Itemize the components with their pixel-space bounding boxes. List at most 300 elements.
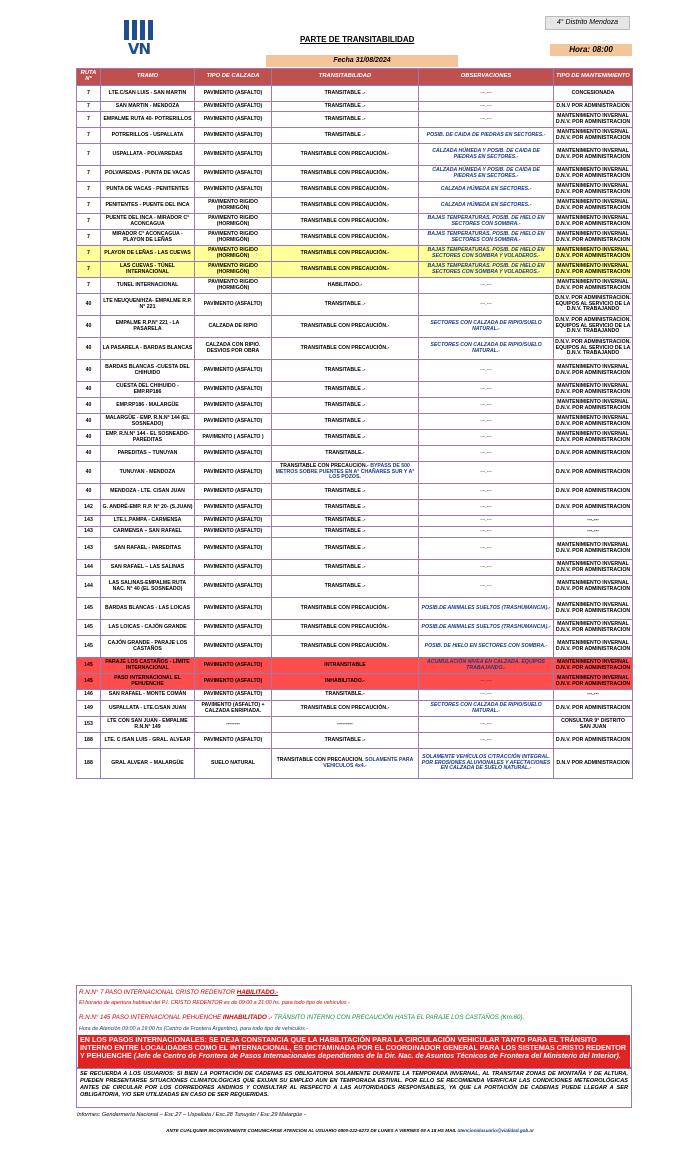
- cell-tramo: [101, 690, 195, 701]
- cell-calzada-text: PAVIMENTO (ASFALTO): [203, 582, 263, 589]
- report-hour: Hora: 08:00: [550, 44, 632, 56]
- cell-ruta: [77, 278, 101, 294]
- cell-observaciones-text: ---.---: [480, 385, 492, 392]
- cell-transitabilidad-text: TRANSITABLE CON PRECAUCIÓN.-: [300, 704, 390, 711]
- pass-notes: [76, 985, 632, 1068]
- cell-tramo: [101, 316, 195, 338]
- table-row: [77, 198, 633, 214]
- cell-observaciones-text: ---.---: [480, 487, 492, 494]
- cell-observaciones: [419, 749, 554, 779]
- cell-tramo-text: SAN RAFAEL – LAS SALINAS: [110, 563, 185, 570]
- cell-calzada: [195, 446, 272, 462]
- cell-observaciones-text: ---.---: [480, 468, 492, 475]
- cell-tramo-text: EMP.RP186 - MALARGÜE: [116, 401, 179, 408]
- cell-transitabilidad-text: TRANSITABLE .-: [324, 89, 366, 96]
- cell-mantenimiento-text: MANTENIMIENTO INVERNAL D.N.V. POR ADMINISTRACION: [555, 541, 631, 554]
- cell-mantenimiento: [554, 382, 633, 398]
- cell-transitabilidad: [272, 538, 419, 560]
- cell-observaciones-text: ---.---: [480, 433, 492, 440]
- cell-ruta: [77, 316, 101, 338]
- cell-ruta: [77, 462, 101, 484]
- cell-tramo: [101, 230, 195, 246]
- cell-calzada-text: PAVIMENTO (ASFALTO): [203, 691, 263, 698]
- cell-tramo: [101, 636, 195, 658]
- cell-calzada: [195, 598, 272, 620]
- cell-tramo-text: LA PASARELA - BARDAS BLANCAS: [102, 344, 193, 351]
- cell-mantenimiento-text: MANTENIMIENTO INVERNAL D.N.V. POR ADMINISTRACION: [555, 166, 631, 179]
- cell-calzada: [195, 462, 272, 484]
- table-row: [77, 701, 633, 717]
- cell-mantenimiento: [554, 198, 633, 214]
- cell-mantenimiento: [554, 102, 633, 112]
- cell-ruta: [77, 182, 101, 198]
- cell-tramo: [101, 620, 195, 636]
- col-header-mantenimiento: TIPO DE MANTENIMIENTO: [554, 69, 633, 86]
- cell-mantenimiento-text: MANTENIMIENTO INVERNAL D.N.V. POR ADMINISTRACION: [555, 182, 631, 195]
- cell-ruta-text: 40: [85, 468, 92, 475]
- cell-transitabilidad: [272, 112, 419, 128]
- cell-ruta-text: 7: [87, 249, 90, 256]
- cell-calzada-text: PAVIMENTO (ASFALTO): [203, 563, 263, 570]
- cell-mantenimiento-text: MANTENIMIENTO INVERNAL D.N.V. POR ADMINISTRACION: [555, 382, 631, 395]
- cell-observaciones-text: POSIB.DE ANIMALES SUELTOS (TRASHUMANCIA).-: [421, 623, 551, 630]
- cell-calzada-text: PAVIMENTO (ASFALTO): [203, 642, 263, 649]
- cell-ruta: [77, 516, 101, 527]
- cell-observaciones-text: BAJAS TEMPERATURAS. POSIB. DE HIELO EN SECTORES CON SOMBRA.-: [427, 214, 545, 227]
- cell-observaciones: [419, 462, 554, 484]
- cell-transitabilidad: [272, 500, 419, 516]
- cell-transitabilidad: [272, 516, 419, 527]
- cell-mantenimiento: [554, 500, 633, 516]
- cell-mantenimiento-text: MANTENIMIENTO INVERNAL D.N.V. POR ADMINISTRACION: [555, 214, 631, 227]
- cell-observaciones: [419, 516, 554, 527]
- cell-observaciones: [419, 414, 554, 430]
- table-row: [77, 262, 633, 278]
- cell-transitabilidad: [272, 262, 419, 278]
- cell-tramo-text: PASO INTERNACIONAL EL PEHUENCHE: [114, 674, 181, 687]
- cell-calzada-text: PAVIMENTO RIGIDO (HORMIGÓN): [208, 214, 258, 227]
- cell-transitabilidad: [272, 102, 419, 112]
- cell-ruta: [77, 112, 101, 128]
- cell-calzada-text: PAVIMENTO (ASFALTO): [203, 401, 263, 408]
- cell-transitabilidad: [272, 230, 419, 246]
- cell-tramo: [101, 527, 195, 538]
- cell-calzada-text: PAVIMENTO (ASFALTO): [203, 468, 263, 475]
- cell-mantenimiento: [554, 144, 633, 166]
- cell-ruta: [77, 484, 101, 500]
- cell-transitabilidad: [272, 382, 419, 398]
- cell-tramo-text: SAN MARTIN - MENDOZA: [115, 102, 180, 109]
- cell-transitabilidad-text: TRANSITABLE .-: [324, 385, 366, 392]
- cell-mantenimiento: [554, 262, 633, 278]
- cell-ruta-text: 188: [84, 759, 93, 766]
- table-row: [77, 462, 633, 484]
- cell-tramo-text: LTE CON SAN JUAN - EMPALME R.N.N° 149: [107, 717, 188, 730]
- cell-ruta-text: 40: [85, 344, 92, 351]
- cell-tramo: [101, 112, 195, 128]
- cell-calzada: [195, 128, 272, 144]
- cell-mantenimiento: [554, 230, 633, 246]
- cell-ruta-text: 40: [85, 366, 92, 373]
- cell-transitabilidad-text: TRANSITABLE .-: [324, 487, 366, 494]
- cell-calzada-text: PAVIMENTO (ASFALTO): [203, 604, 263, 611]
- transitabilidad-extra: BYPASS DE 500 METROS SOBRE PUENTES EN A° CHAÑARES SUR Y A° LOS POZOS.: [275, 462, 415, 481]
- cell-transitabilidad: [272, 360, 419, 382]
- cell-mantenimiento: [554, 749, 633, 779]
- cell-ruta-text: 40: [85, 401, 92, 408]
- cell-mantenimiento: [554, 538, 633, 560]
- table-row: [77, 278, 633, 294]
- cell-transitabilidad: [272, 598, 419, 620]
- cell-ruta-text: 40: [85, 417, 92, 424]
- cell-observaciones: [419, 144, 554, 166]
- cell-calzada: [195, 214, 272, 230]
- cell-transitabilidad-text: ---------: [337, 720, 353, 727]
- cell-tramo-text: G. ANDRÉ-EMP. R.P. N° 20- (S.JUAN): [102, 503, 193, 510]
- cell-transitabilidad: [272, 214, 419, 230]
- cell-mantenimiento: [554, 636, 633, 658]
- table-row: [77, 749, 633, 779]
- cell-mantenimiento-text: MANTENIMIENTO INVERNAL D.N.V. POR ADMINISTRACION: [555, 112, 631, 125]
- col-header-transitabilidad: TRANSITABILIDAD: [272, 69, 419, 86]
- table-row: [77, 690, 633, 701]
- cell-tramo-text: POLVAREDAS - PUNTA DE VACAS: [104, 169, 191, 176]
- cell-mantenimiento: [554, 733, 633, 749]
- cell-mantenimiento-text: MANTENIMIENTO INVERNAL D.N.V. POR ADMINISTRACION: [555, 579, 631, 592]
- cell-observaciones-text: ---.---: [480, 544, 492, 551]
- cell-mantenimiento-text: D.N.V. POR ADMINISTRACION. EQUIPOS AL SERVICIO DE LA D.N.V. TRABAJANDO: [555, 316, 631, 335]
- cell-tramo: [101, 430, 195, 446]
- cell-mantenimiento-text: ---.---: [587, 517, 599, 524]
- cell-ruta-text: 40: [85, 385, 92, 392]
- pehuenche-prefix: R.N.N° 145 PASO INTERNACIONAL PEHUENCHE: [79, 1014, 222, 1021]
- cell-observaciones: [419, 717, 554, 733]
- cell-mantenimiento: [554, 360, 633, 382]
- cell-transitabilidad: [272, 430, 419, 446]
- cell-transitabilidad-text: TRANSITABLE CON PRECAUCIÓN.-: [300, 344, 390, 351]
- cell-mantenimiento-text: D.N.V POR ADMINISTRACION: [556, 759, 630, 766]
- cell-mantenimiento-text: MANTENIMIENTO INVERNAL D.N.V. POR ADMINISTRACION: [555, 147, 631, 160]
- cell-transitabilidad-text: TRANSITABLE CON PRECAUCIÓN.-: [300, 249, 390, 256]
- cell-transitabilidad-text: TRANSITABLE .-: [324, 528, 366, 535]
- cell-mantenimiento: [554, 338, 633, 360]
- cell-mantenimiento-text: D.N.V. POR ADMINISTRACION: [555, 736, 631, 743]
- cell-observaciones-text: POSIB. DE HIELO EN SECTORES CON SOMBRA.-: [424, 642, 548, 649]
- table-row: [77, 102, 633, 112]
- table-row: [77, 338, 633, 360]
- table-row: [77, 620, 633, 636]
- cell-tramo-text: CARMENSA – SAN RAFAEL: [113, 528, 182, 535]
- cell-ruta-text: 145: [84, 642, 93, 649]
- cell-transitabilidad-text: TRANSITABLE CON PRECAUCIÓN.-: [300, 233, 390, 240]
- cell-mantenimiento: [554, 278, 633, 294]
- cell-tramo: [101, 246, 195, 262]
- cell-mantenimiento-text: D.N.V. POR ADMINISTRACION. EQUIPOS AL SERVICIO DE LA D.N.V. TRABAJANDO: [555, 294, 631, 313]
- table-row: [77, 112, 633, 128]
- cell-mantenimiento: [554, 717, 633, 733]
- cell-tramo-text: GRAL ALVEAR – MALARGÜE: [111, 759, 184, 766]
- cell-calzada: [195, 278, 272, 294]
- cell-calzada: [195, 658, 272, 674]
- cell-mantenimiento: [554, 182, 633, 198]
- cell-ruta-text: 144: [84, 582, 93, 589]
- cell-observaciones-text: ---.---: [480, 449, 492, 456]
- cell-tramo: [101, 560, 195, 576]
- cell-calzada-text: PAVIMENTO (ASFALTO): [203, 115, 263, 122]
- cell-observaciones: [419, 278, 554, 294]
- cell-mantenimiento-text: MANTENIMIENTO INVERNAL D.N.V. POR ADMINISTRACION: [555, 601, 631, 614]
- cell-calzada-text: PAVIMENTO (ASFALTO): [203, 385, 263, 392]
- cell-calzada-text: PAVIMENTO (ASFALTO): [203, 449, 263, 456]
- cell-ruta-text: 145: [84, 661, 93, 668]
- cell-mantenimiento-text: ---.---: [587, 691, 599, 698]
- cell-ruta: [77, 527, 101, 538]
- cell-transitabilidad: [272, 414, 419, 430]
- cell-observaciones-text: ---.---: [480, 300, 492, 307]
- cell-transitabilidad-text: TRANSITABLE CON PRECAUCION.-: [280, 462, 369, 469]
- cell-transitabilidad-text: TRANSITABLE CON PRECAUCIÓN.-: [300, 642, 390, 649]
- cell-calzada-text: PAVIMENTO (ASFALTO): [203, 736, 263, 743]
- cell-observaciones-text: ---.---: [480, 89, 492, 96]
- cell-mantenimiento: [554, 560, 633, 576]
- chains-reminder: SE RECUERDA A LOS USUARIOS: SI BIEN LA PORTACIÓN DE CADENAS ES OBLIGATORIA SOLAMENTE DURANTE LA TEMPORADA INVERNAL, AL TRANSITAR ZONAS DE MONTAÑA Y DE ALTURA, PUEDEN PRESENTARSE SITUACIONES CLIMATOLÓGICAS QUE EXIJAN SU EMPLEO AUN EN TEMPORADA ESTIVAL. POR ELLO SE RECOMIENDA VERIFICAR LAS CONDICIONES METEOROLÓGICAS ANTES DE CIRCULAR POR LOS CORREDORES ANDINOS Y CONSULTAR AL RESPECTO A LAS AUTORIDADES RESPONSABLES, YA QUE LA PORTACIÓN DE CADENAS PUEDE LLEGAR A SER OBLIGATORIA, Y/O SER UTILIZADAS EN CASO DE SER REQUERIDAS.: [76, 1068, 632, 1108]
- cell-calzada: [195, 717, 272, 733]
- cell-transitabilidad: [272, 576, 419, 598]
- cell-calzada: [195, 701, 272, 717]
- col-header-ruta: RUTA N°: [77, 69, 101, 86]
- cell-ruta: [77, 382, 101, 398]
- cell-mantenimiento: [554, 462, 633, 484]
- cell-tramo: [101, 214, 195, 230]
- table-row: [77, 128, 633, 144]
- cell-tramo: [101, 382, 195, 398]
- cell-ruta: [77, 198, 101, 214]
- cell-ruta: [77, 144, 101, 166]
- cell-calzada: [195, 382, 272, 398]
- cell-mantenimiento: [554, 620, 633, 636]
- cell-mantenimiento-text: MANTENIMIENTO INVERNAL D.N.V. POR ADMINISTRACION: [555, 414, 631, 427]
- cell-observaciones-text: ---.---: [480, 417, 492, 424]
- table-row: [77, 360, 633, 382]
- cell-ruta: [77, 636, 101, 658]
- cell-transitabilidad: [272, 620, 419, 636]
- cell-mantenimiento: [554, 246, 633, 262]
- cell-calzada: [195, 527, 272, 538]
- cell-observaciones: [419, 316, 554, 338]
- cell-mantenimiento: [554, 414, 633, 430]
- cell-tramo: [101, 360, 195, 382]
- cell-observaciones-text: ---.---: [480, 563, 492, 570]
- cell-mantenimiento: [554, 527, 633, 538]
- page-title: PARTE DE TRANSITABILIDAD: [300, 35, 415, 44]
- cell-observaciones-text: ---.---: [480, 720, 492, 727]
- cell-mantenimiento: [554, 598, 633, 620]
- cell-observaciones-text: ---.---: [480, 115, 492, 122]
- cell-observaciones-text: ACUMULACIÓN NIVEA EN CALZADA. EQUIPOS TRABAJANDO.-: [427, 658, 545, 671]
- cell-observaciones: [419, 636, 554, 658]
- cell-observaciones: [419, 560, 554, 576]
- cell-ruta: [77, 538, 101, 560]
- cell-calzada: [195, 484, 272, 500]
- cell-calzada-text: PAVIMENTO (ASFALTO): [203, 185, 263, 192]
- table-row: [77, 414, 633, 430]
- cell-mantenimiento: [554, 446, 633, 462]
- table-row: [77, 86, 633, 102]
- cell-tramo: [101, 338, 195, 360]
- table-row: [77, 382, 633, 398]
- cell-ruta: [77, 86, 101, 102]
- table-body: [77, 86, 633, 779]
- cell-transitabilidad: [272, 294, 419, 316]
- cell-calzada: [195, 86, 272, 102]
- cristo-status: HABILITADO.-: [236, 989, 279, 996]
- footer-email: atencionalusuario@vialidad.gob.ar: [457, 1128, 534, 1133]
- cell-transitabilidad: [272, 166, 419, 182]
- cell-tramo-text: SAN RAFAEL - MONTE COMÁN: [108, 691, 187, 698]
- cristo-note: [79, 989, 278, 996]
- cell-observaciones: [419, 86, 554, 102]
- cell-tramo: [101, 598, 195, 620]
- cell-calzada-text: PAVIMENTO RIGIDO (HORMIGÓN): [208, 246, 258, 259]
- cell-calzada: [195, 262, 272, 278]
- cell-transitabilidad-text: TRANSITABLE .-: [324, 517, 366, 524]
- table-row: [77, 214, 633, 230]
- cell-mantenimiento-text: D.N.V. POR ADMINISTRACION: [555, 449, 631, 456]
- transitability-table: [76, 68, 633, 779]
- cell-tramo-text: LTE.C/SAN LUIS - SAN MARTIN: [108, 89, 187, 96]
- cell-transitabilidad: [272, 338, 419, 360]
- cell-ruta: [77, 102, 101, 112]
- cell-observaciones: [419, 446, 554, 462]
- cell-calzada-text: PAVIMENTO (ASFALTO): [203, 300, 263, 307]
- cell-transitabilidad-text: HABILITADO.-: [327, 281, 363, 288]
- cell-transitabilidad: [272, 749, 419, 779]
- cell-ruta-text: 7: [87, 201, 90, 208]
- cell-transitabilidad: [272, 674, 419, 690]
- cell-tramo: [101, 102, 195, 112]
- cell-calzada: [195, 516, 272, 527]
- pehuenche-hours: Hora de Atención 09:00 a 19:00 hs (Centro de Frontera Argentino), para todo tipo de vehículos.-: [79, 1026, 309, 1032]
- cell-ruta-text: 7: [87, 233, 90, 240]
- cell-transitabilidad: [272, 278, 419, 294]
- cell-transitabilidad-text: TRANSITABLE .-: [324, 563, 366, 570]
- cell-observaciones: [419, 166, 554, 182]
- cell-calzada-text: PAVIMENTO RIGIDO (HORMIGÓN): [208, 198, 258, 211]
- cell-tramo-text: CUESTA DEL CHIHUIDO - EMP.RP186: [116, 382, 179, 395]
- col-header-calzada: TIPO DE CALZADA: [195, 69, 272, 86]
- cell-observaciones: [419, 128, 554, 144]
- cell-calzada: [195, 198, 272, 214]
- cell-ruta-text: 142: [84, 503, 93, 510]
- cell-ruta-text: 7: [87, 131, 90, 138]
- cell-calzada-text: CALZADA CON RIPIO. DESVIOS POR OBRA: [205, 341, 261, 354]
- report-date: Fecha 31/08/2024: [266, 55, 458, 67]
- cell-mantenimiento-text: MANTENIMIENTO INVERNAL D.N.V. POR ADMINISTRACION: [555, 430, 631, 443]
- cell-tramo: [101, 128, 195, 144]
- cell-tramo: [101, 86, 195, 102]
- cell-observaciones-text: BAJAS TEMPERATURAS. POSIB. DE HIELO EN SECTORES CON SOMBRA Y VOLADEROS.-: [427, 246, 545, 259]
- table-row: [77, 733, 633, 749]
- cell-tramo: [101, 749, 195, 779]
- cell-mantenimiento-text: MANTENIMIENTO INVERNAL D.N.V. POR ADMINISTRACION: [555, 128, 631, 141]
- table-row: [77, 246, 633, 262]
- cell-tramo-text: LAS LOICAS - CAJÓN GRANDE: [108, 623, 187, 630]
- cell-observaciones: [419, 360, 554, 382]
- cell-mantenimiento: [554, 674, 633, 690]
- cell-tramo-text: USPALLATA - LTE.C/SAN JUAN: [108, 704, 187, 711]
- cell-tramo-text: CAJÓN GRANDE - PARAJE LOS CASTAÑOS: [107, 639, 188, 652]
- cell-ruta: [77, 128, 101, 144]
- cell-ruta: [77, 446, 101, 462]
- cell-mantenimiento-text: MANTENIMIENTO INVERNAL D.N.V. POR ADMINISTRACION: [555, 363, 631, 376]
- cell-transitabilidad-text: TRANSITABLE .-: [324, 433, 366, 440]
- cell-calzada-text: PAVIMENTO (ASFALTO) + CALZADA ENRIPIADA.: [201, 701, 265, 714]
- informes-line: Informes: Gendarmería Nacional – Esc.27 – Uspallata / Esc.28 Tunuyán / Esc.29 Malargüe -: [77, 1112, 306, 1118]
- cell-observaciones: [419, 214, 554, 230]
- cell-transitabilidad: [272, 690, 419, 701]
- cell-observaciones: [419, 102, 554, 112]
- cell-transitabilidad: [272, 398, 419, 414]
- cell-tramo-text: TUNUYAN - MENDOZA: [119, 468, 176, 475]
- cell-tramo-text: PARAJE LOS CASTAÑOS - LÍMITE INTERNACIONAL: [105, 658, 190, 671]
- cell-ruta-text: 188: [84, 736, 93, 743]
- cell-mantenimiento-text: MANTENIMIENTO INVERNAL D.N.V. POR ADMINISTRACION: [555, 262, 631, 275]
- cell-ruta-text: 145: [84, 604, 93, 611]
- cell-ruta-text: 144: [84, 563, 93, 570]
- cell-calzada: [195, 112, 272, 128]
- cell-ruta-text: 145: [84, 623, 93, 630]
- cell-transitabilidad-text: TRANSITABLE CON PRECAUCIÓN.-: [300, 322, 390, 329]
- cell-ruta: [77, 690, 101, 701]
- cell-mantenimiento-text: D.N.V. POR ADMINISTRACION: [555, 704, 631, 711]
- table-row: [77, 527, 633, 538]
- cell-tramo-text: LAS SALINAS-EMPALME RUTA NAC. N° 40 (EL SOSNEADO): [108, 579, 187, 592]
- cell-tramo-text: LAS CUEVAS - TÚNEL INTERNACIONAL: [120, 262, 175, 275]
- cell-transitabilidad-text: TRANSITABLE .-: [324, 417, 366, 424]
- cell-observaciones: [419, 620, 554, 636]
- cell-transitabilidad-text: TRANSITABLE .-: [324, 582, 366, 589]
- cell-observaciones-text: ---.---: [480, 281, 492, 288]
- cell-tramo: [101, 262, 195, 278]
- cell-observaciones: [419, 398, 554, 414]
- table-row: [77, 538, 633, 560]
- cell-mantenimiento-text: MANTENIMIENTO INVERNAL D.N.V. POR ADMINISTRACION: [555, 278, 631, 291]
- cell-observaciones: [419, 527, 554, 538]
- cell-observaciones: [419, 701, 554, 717]
- cell-tramo-text: EMPALME R.P.N° 221 - LA PASARELA: [115, 319, 180, 332]
- col-header-tramo: TRAMO: [101, 69, 195, 86]
- cell-tramo-text: MALARGÜE - EMP. R.N.N° 144 (EL SOSNEADO): [105, 414, 190, 427]
- cell-tramo: [101, 398, 195, 414]
- cell-calzada: [195, 246, 272, 262]
- cell-ruta: [77, 214, 101, 230]
- table-row: [77, 398, 633, 414]
- cell-ruta-text: 40: [85, 433, 92, 440]
- cristo-hours: El horario de apertura habitual del P.I. CRISTO REDENTOR es de 09:00 a 21:00 hs. para todo tipo de vehículos.-: [79, 1000, 350, 1006]
- cell-ruta: [77, 294, 101, 316]
- cell-calzada-text: PAVIMENTO (ASFALTO): [203, 623, 263, 630]
- cell-tramo-text: PUENTE DEL INCA - MIRADOR C° ACONCAGUA: [105, 214, 190, 227]
- cell-tramo-text: BARDAS BLANCAS - LAS LOICAS: [104, 604, 191, 611]
- cell-calzada: [195, 733, 272, 749]
- cell-ruta: [77, 166, 101, 182]
- cell-observaciones: [419, 658, 554, 674]
- cell-calzada: [195, 749, 272, 779]
- cell-observaciones-text: BAJAS TEMPERATURAS. POSIB. DE HIELO EN SECTORES CON SOMBRA Y VOLADEROS.-: [427, 262, 545, 275]
- cell-observaciones: [419, 246, 554, 262]
- cell-tramo-text: MIRADOR C° ACONCAGUA - PLAYON DE LEÑAS: [112, 230, 183, 243]
- cell-calzada-text: --------: [226, 720, 240, 727]
